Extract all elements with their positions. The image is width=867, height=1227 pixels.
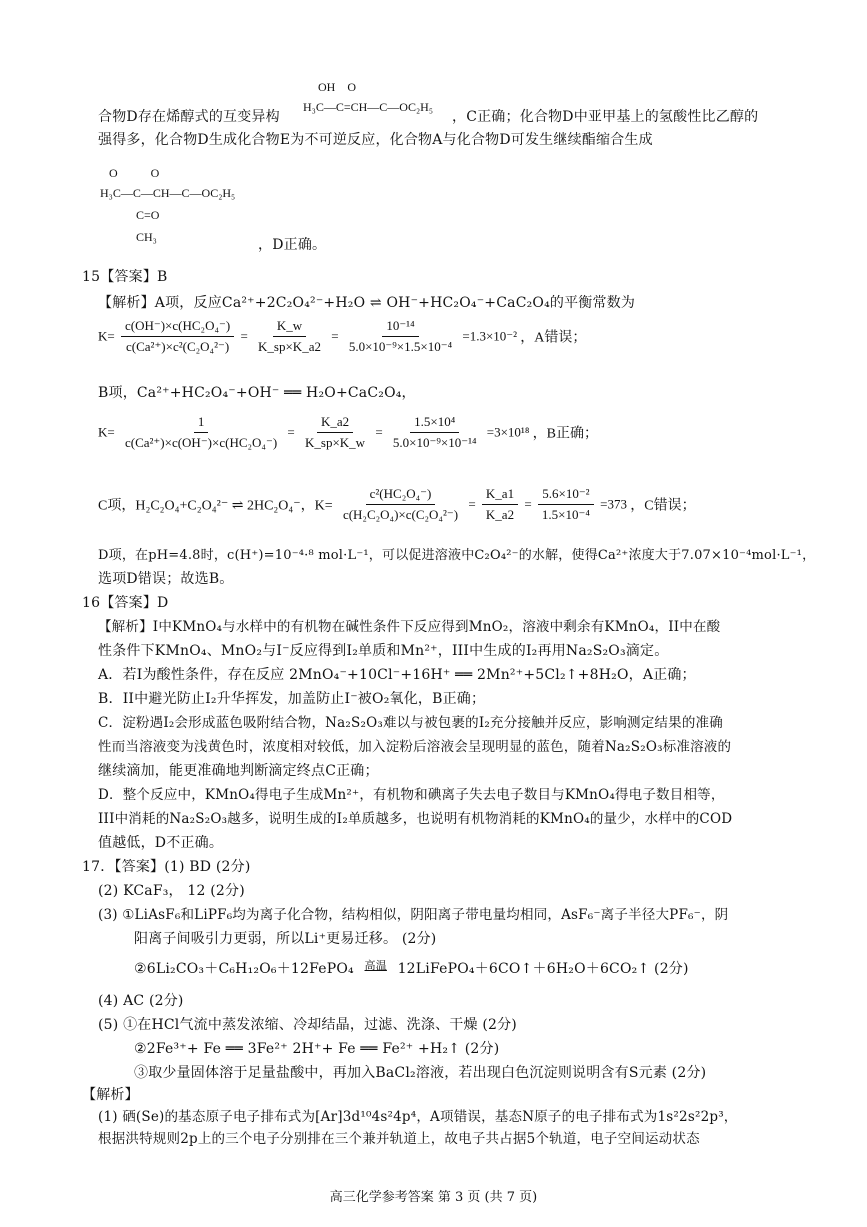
- jiexi-label: 【解析】: [82, 1087, 139, 1103]
- k3-frac2: $\frac{K\_a1}{K\_a2}$: [482, 486, 518, 523]
- q16-d3: 值越低，D不正确。: [98, 835, 224, 851]
- q16-answer: 16【答案】D: [82, 595, 169, 611]
- k1-label: K=: [98, 328, 115, 344]
- line-1-pre: 合物D存在烯醇式的互变异构: [98, 109, 280, 125]
- k3-frac3: $\frac{\text{5.6×10⁻²}}{\text{1.5×10⁻⁴}}$: [538, 486, 594, 523]
- page-footer: 高三化学参考答案 第 3 页 (共 7 页): [329, 1190, 538, 1205]
- q16-line1: 【解析】I中KMnO₄与水样中的有机物在碱性条件下反应得到MnO₂，溶液中剩余有KMnO₄，II中在酸: [98, 619, 721, 635]
- q16-b: B．II中避光防止I₂升华挥发，加盖防止I⁻被O₂氧化，B正确；: [98, 691, 486, 707]
- line-1-post: ，C正确；化合物D中亚甲基上的氢酸性比乙醇的: [452, 109, 759, 125]
- q16-line2: 性条件下KMnO₄、MnO₂与I⁻反应得到I₂单质和Mn²⁺，III中生成的I₂再用Na₂S₂O₃滴定。: [98, 643, 669, 659]
- q17-answer-3c: ②6Li₂CO₃＋C₆H₁₂O₆＋12FePO₄ $^{高温}$ 12LiFePO₄＋6CO↑＋6H₂O＋6CO₂↑ (2分): [134, 959, 689, 977]
- k3-result: =373: [600, 496, 627, 512]
- k2-equation: K= $\frac{1}{\text{c(Ca²⁺)×c(OH⁻)×c(HC₂O₄⁻)}}$ = $\frac{K\_a2}{K\_sp\times K\_w}$ = $\frac{\text{1.5×10⁴}}{\text{5.0×10⁻⁹×10⁻¹⁴}}$ =3×10¹⁸ ，B正确；: [98, 414, 598, 450]
- q17-answer-2: (2) KCaF₃， 12 (2分): [98, 883, 245, 899]
- q17-answer-5c: ③取少量固体溶于足量盐酸中，再加入BaCl₂溶液，若出现白色沉淀则说明含有S元素 (2分): [134, 1065, 707, 1081]
- k2-frac3: $\frac{\text{1.5×10⁴}}{\text{5.0×10⁻⁹×10⁻¹⁴}}$: [392, 414, 477, 450]
- q15-answer: 15【答案】B: [82, 269, 168, 285]
- q16-c1: C．淀粉遇I₂会形成蓝色吸附结合物，Na₂S₂O₃难以与被包裹的I₂充分接触并反应，影响测定结果的准确: [98, 715, 723, 731]
- struct2-mid: H₃C—C—CH—C—OC₂H₅: [100, 186, 236, 200]
- struct2-sub1: C=O: [100, 208, 160, 222]
- k3-equation: C项，H₂C₂O₄+C₂O₄²⁻ ⇌ 2HC₂O₄⁻，K= $\frac{\text{c²(HC₂O₄⁻)}}{\text{c(H₂C₂O₄)×c(C₂O₄²⁻)}}$ = $\frac{K\_a1}{K\_a2}$ = $\frac{\text{5.6×10⁻²}}{\text{1.5×10⁻⁴}}$ =373 ，C错误；: [98, 486, 696, 522]
- q17-answer-3a: (3) ①LiAsF₆和LiPF₆均为离子化合物，结构相似，阴阳离子带电量均相同，AsF₆⁻离子半径大PF₆⁻，阴: [98, 907, 729, 923]
- high-temp-condition: 高温: [364, 959, 387, 972]
- q15-a: 【解析】A项，反应Ca²⁺+2C₂O₄²⁻+H₂O ⇌ OH⁻+HC₂O₄⁻+CaC₂O₄的平衡常数为: [98, 295, 636, 311]
- q17-answer-1: 17．【答案】(1) BD (2分): [82, 859, 251, 875]
- q17-answer-4: (4) AC (2分): [98, 993, 184, 1009]
- k1-result: =1.3×10⁻²: [462, 328, 518, 344]
- k1-equation: K= $\frac{\text{c(OH⁻)×c(HC₂O₄⁻)}}{\text{c(Ca²⁺)×c²(C₂O₄²⁻)}}$ = $\frac{K\_w}{K\_sp\times K\_a2}$ = $\frac{\text{10⁻¹⁴}}{\text{5.0×10⁻⁹×1.5×10⁻⁴}}$ =1.3×10⁻² ，A错误；: [98, 318, 587, 354]
- k2-result: =3×10¹⁸: [486, 424, 530, 440]
- q17-answer-5a: (5) ①在HCl气流中蒸发浓缩、冷却结晶，过滤、洗涤、干燥 (2分): [98, 1017, 517, 1033]
- struct1-mid: H₃C—C=CH—C—OC₂H₅: [303, 100, 434, 114]
- k1-frac2: $\frac{K\_w}{K\_sp\times K\_a2}$: [258, 318, 321, 354]
- k1-tail: ，A错误；: [520, 330, 587, 346]
- q15-d2: 选项D错误；故选B。: [98, 571, 234, 587]
- q17-answer-3b: 阳离子间吸引力更弱，所以Li⁺更易迁移。 (2分): [134, 931, 437, 947]
- struct1-top: OH O: [318, 80, 356, 94]
- q16-d2: III中消耗的Na₂S₂O₃越多，说明生成的I₂单质越多，也说明有机物消耗的KMnO₄的量少，水样中的COD: [98, 811, 733, 827]
- k2-frac2: $\frac{K\_a2}{K\_sp\times K\_w}$: [305, 414, 366, 450]
- q15-c-pre: C项，H₂C₂O₄+C₂O₄²⁻ ⇌ 2HC₂O₄⁻，K=: [98, 498, 333, 514]
- explain-2: 根据洪特规则2p上的三个电子分别排在三个兼并轨道上，故电子共占据5个轨道，电子空间运动状态: [98, 1131, 700, 1147]
- line-2: 强得多，化合物D生成化合物E为不可逆反应，化合物A与化合物D可发生继续酯缩合生成: [98, 132, 653, 148]
- k2-tail: ，B正确；: [532, 426, 598, 442]
- q17-answer-5b: ②2Fe³⁺+ Fe ══ 3Fe²⁺ 2H⁺+ Fe ══ Fe²⁺ +H₂↑ (2分): [134, 1041, 500, 1057]
- k2-frac1: $\frac{1}{\text{c(Ca²⁺)×c(OH⁻)×c(HC₂O₄⁻)}}$: [124, 414, 278, 450]
- q16-d1: D．整个反应中，KMnO₄得电子生成Mn²⁺，有机物和碘离子失去电子数目与KMnO₄得电子数目相等，: [98, 787, 725, 803]
- q16-c2: 性而当溶液变为浅黄色时，浓度相对较低，加入淀粉后溶液会呈现明显的蓝色，随着Na₂S₂O₃标准溶液的: [98, 739, 732, 755]
- struct2-top: O O: [100, 166, 160, 180]
- explain-1: (1) 硒(Se)的基态原子电子排布式为[Ar]3d¹⁰4s²4p⁴，A项错误，基态N原子的电子排布式为1s²2s²2p³，: [98, 1109, 738, 1125]
- q16-a: A．若I为酸性条件，存在反应 2MnO₄⁻+10Cl⁻+16H⁺ ══ 2Mn²⁺+5Cl₂↑+8H₂O，A正确；: [98, 667, 696, 683]
- k3-frac1: $\frac{\text{c²(HC₂O₄⁻)}}{\text{c(H₂C₂O₄)×c(C₂O₄²⁻)}}$: [342, 486, 459, 522]
- k3-tail: ，C错误；: [630, 498, 696, 514]
- k1-frac3: $\frac{\text{10⁻¹⁴}}{\text{5.0×10⁻⁹×1.5×10⁻⁴}}$: [348, 318, 453, 354]
- q16-c3: 继续滴加，能更准确地判断滴定终点C正确；: [98, 763, 379, 779]
- line-3: ，D正确。: [258, 237, 327, 253]
- q15-d1: D项，在pH=4.8时，c(H⁺)=10⁻⁴·⁸ mol·L⁻¹，可以促进溶液中C₂O₄²⁻的水解，使得Ca²⁺浓度大于7.07×10⁻⁴mol·L⁻¹，: [98, 548, 816, 563]
- struct2-sub2: CH₃: [100, 230, 157, 244]
- q15-b: B项，Ca²⁺+HC₂O₄⁻+OH⁻ ══ H₂O+CaC₂O₄，: [98, 385, 416, 401]
- k1-frac1: $\frac{\text{c(OH⁻)×c(HC₂O₄⁻)}}{\text{c(Ca²⁺)×c²(C₂O₄²⁻)}}$: [121, 318, 234, 355]
